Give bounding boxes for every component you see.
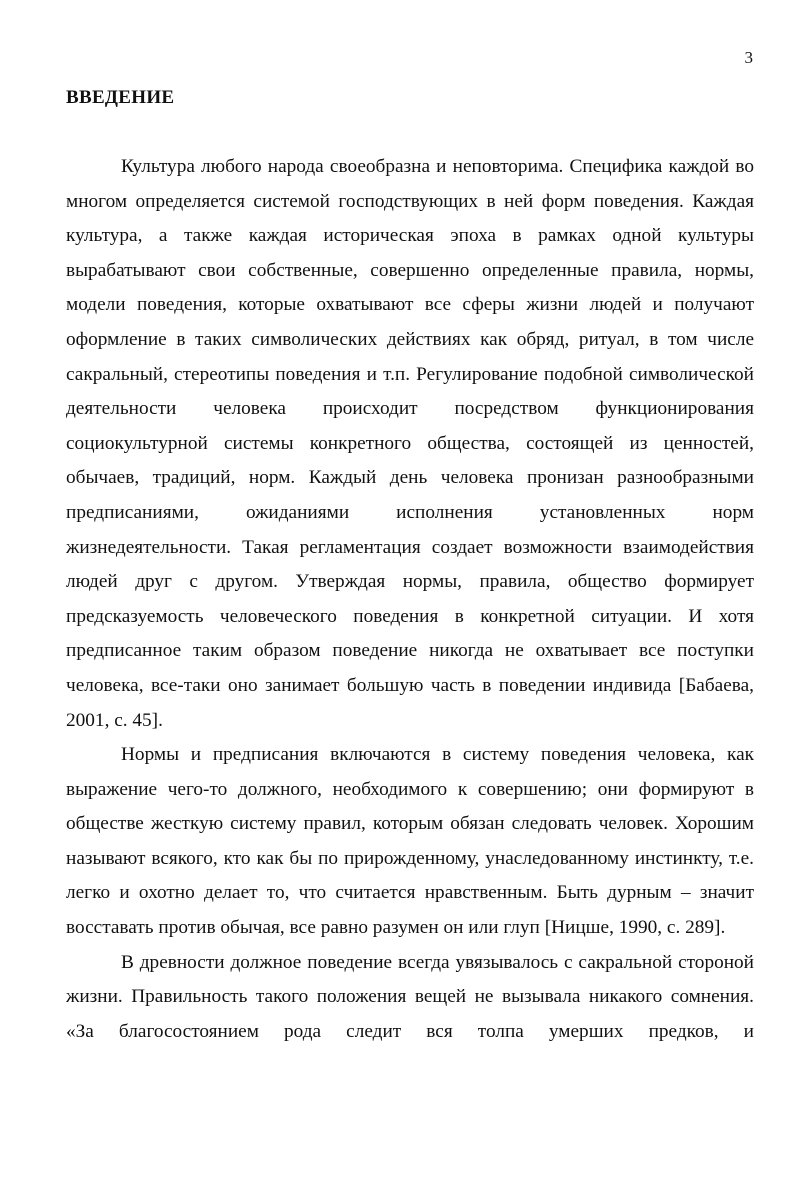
body-text bbox=[66, 150, 754, 1049]
section-heading: ВВЕДЕНИЕ bbox=[66, 87, 175, 108]
paragraph-2: Нормы и предписания включаются в систему поведения человека, как выражение чего-то должного, необходимого к совершению; они формируют в обществе жесткую систему правил, которым обязан следовать человек. Хорошим называют всякого, кто как бы по прирожденному, унаследованному инстинкту, т.е. легко и охотно делает то, что считается нравственным. Быть дурным – значит восставать против обычая, все равно разумен он или глуп [Ницше, 1990, с. 289]. bbox=[66, 744, 754, 939]
paragraph-1: Культура любого народа своеобразна и неповторима. Специфика каждой во многом определяется системой господствующих в ней форм поведения. Каждая культура, а также каждая историческая эпоха в рамках одной культуры вырабатывают свои собственные, совершенно определенные правила, нормы, модели поведения, которые охватывают все сферы жизни людей и получают оформление в таких символических действиях как обряд, ритуал, в том числе сакральный, стереотипы поведения и т.п. Регулирование подобной символической деятельности человека происходит посредством функционирования социокультурной системы конкретного общества, состоящей из ценностей, обычаев, традиций, норм. Каждый день человека пронизан разнообразными предписаниями, ожиданиями исполнения установленных норм жизнедеятельности. Такая регламентация создает возможности взаимодействия людей друг с другом. Утверждая нормы, правила, общество формирует предсказуемость человеческого поведения в конкретной ситуации. И хотя предписанное таким образом поведение никогда не охватывает все поступки человека, все-таки оно занимает большую часть в поведении индивида [Бабаева, 2001, с. 45]. bbox=[66, 156, 754, 731]
paragraph-3: В древности должное поведение всегда увязывалось с сакральной стороной жизни. Правильность такого положения вещей не вызывала никакого сомнения. «За благосостоянием рода следит вся толпа умерших предков, и bbox=[66, 951, 754, 1042]
page-number: 3 bbox=[744, 48, 753, 67]
